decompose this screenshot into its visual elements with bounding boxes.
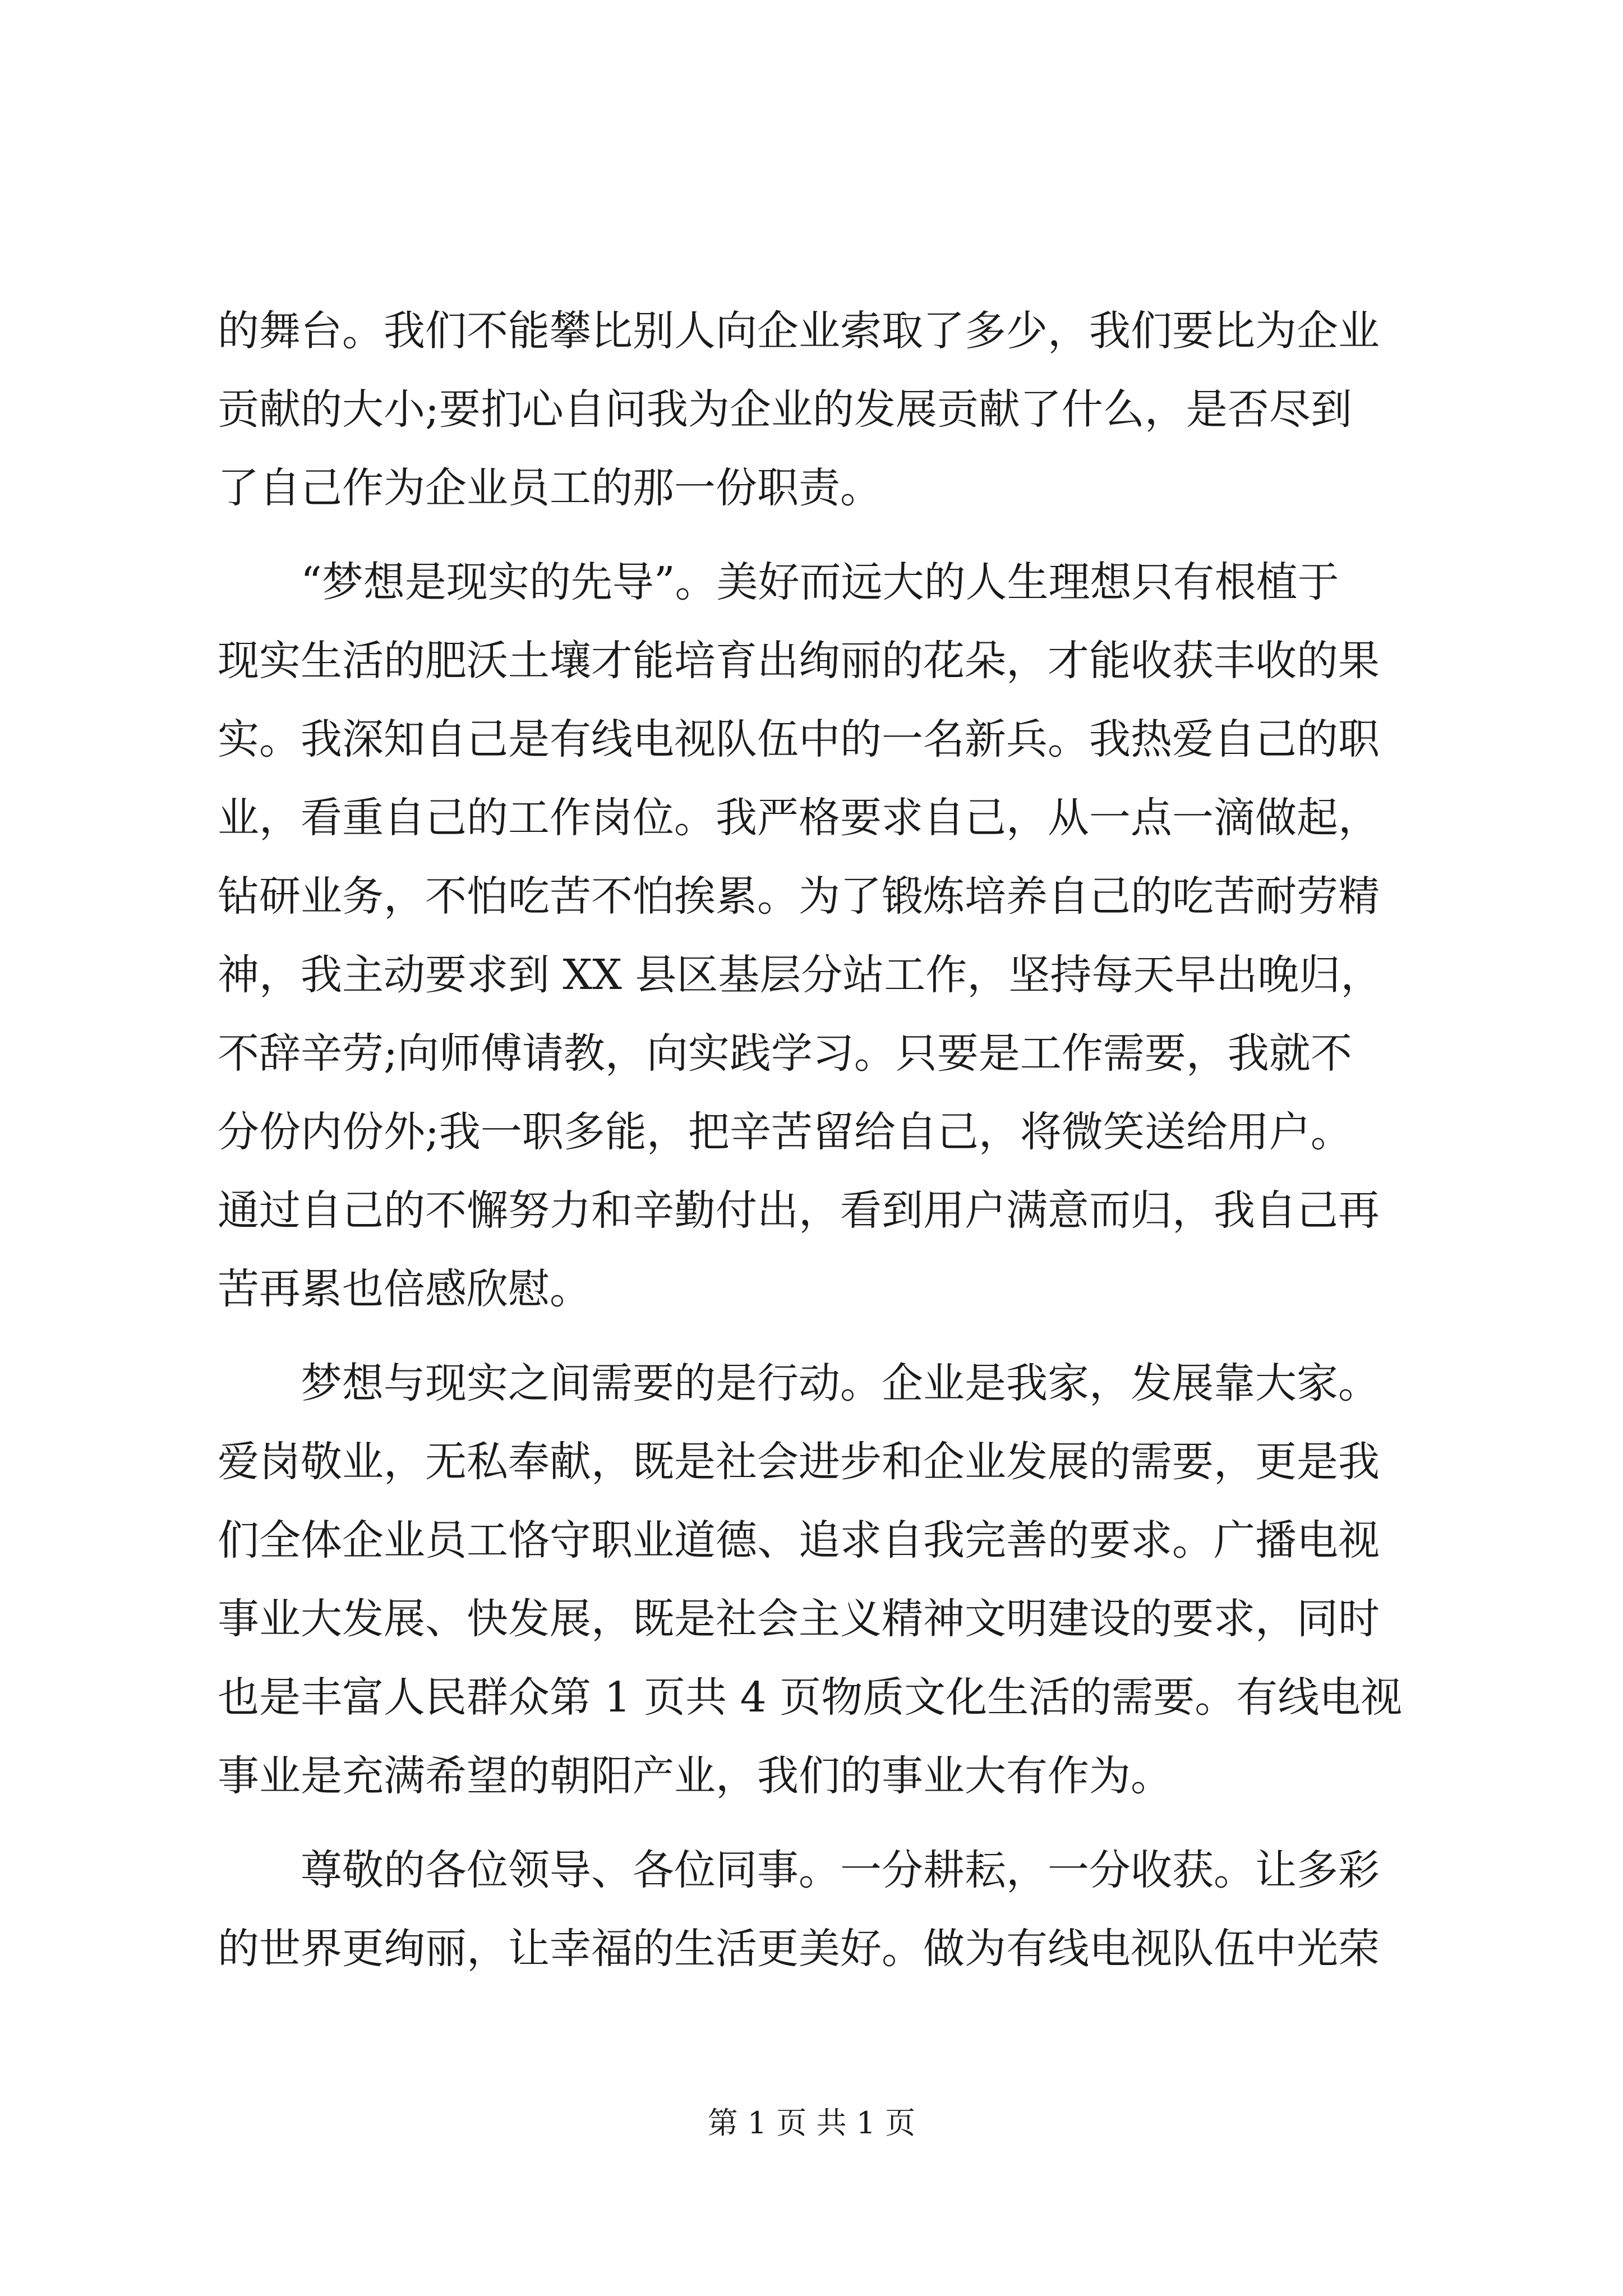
text-line: 分份内份外;我一职多能，把辛苦留给自己，将微笑送给用户。: [218, 1108, 1352, 1156]
paragraph-3: [218, 1344, 1418, 1815]
text-line: 现实生活的肥沃土壤才能培育出绚丽的花朵，才能收获丰收的果: [218, 637, 1380, 685]
paragraph-4: [218, 1831, 1418, 1988]
paragraph-2: [218, 543, 1418, 1328]
paragraph-1: [218, 292, 1418, 527]
text-line: 爱岗敬业，无私奉献，既是社会进步和企业发展的需要，更是我: [218, 1438, 1380, 1486]
text-line: 事业大发展、快发展，既是社会主义精神文明建设的要求，同时: [218, 1595, 1380, 1643]
document-body: [218, 292, 1418, 1988]
text-line: 梦想与现实之间需要的是行动。企业是我家，发展靠大家。: [301, 1359, 1380, 1407]
text-line: 不辞辛劳;向师傅请教，向实践学习。只要是工作需要，我就不: [218, 1029, 1352, 1078]
text-line: 神，我主动要求到 XX 县区基层分站工作，坚持每天早出晚归，: [218, 951, 1382, 999]
text-line: 事业是充满希望的朝阳产业，我们的事业大有作为。: [218, 1752, 1172, 1800]
page-footer: 第 1 页 共 1 页: [707, 2105, 916, 2141]
text-line: 贡献的大小;要扪心自问我为企业的发展贡献了什么，是否尽到: [218, 385, 1352, 434]
text-line: 的世界更绚丽，让幸福的生活更美好。做为有线电视队伍中光荣: [218, 1925, 1380, 1973]
text-line: 的舞台。我们不能攀比别人向企业索取了多少，我们要比为企业: [218, 307, 1380, 355]
text-line: 通过自己的不懈努力和辛勤付出，看到用户满意而归，我自己再: [218, 1186, 1380, 1235]
text-line: 们全体企业员工恪守职业道德、追求自我完善的要求。广播电视: [218, 1516, 1380, 1565]
text-line: 业，看重自己的工作岗位。我严格要求自己，从一点一滴做起，: [218, 794, 1380, 842]
text-line: 钻研业务，不怕吃苦不怕挨累。为了锻炼培养自己的吃苦耐劳精: [218, 872, 1380, 921]
text-line: “梦想是现实的先导”。美好而远大的人生理想只有根植于: [301, 558, 1339, 606]
text-line: 了自己作为企业员工的那一份职责。: [218, 464, 882, 512]
text-line: 实。我深知自己是有线电视队伍中的一名新兵。我热爱自己的职: [218, 715, 1380, 763]
text-line: 也是丰富人民群众第 1 页共 4 页物质文化生活的需要。有线电视: [218, 1673, 1403, 1722]
text-line: 尊敬的各位领导、各位同事。一分耕耘，一分收获。让多彩: [301, 1846, 1380, 1894]
text-line: 苦再累也倍感欣慰。: [218, 1265, 591, 1313]
